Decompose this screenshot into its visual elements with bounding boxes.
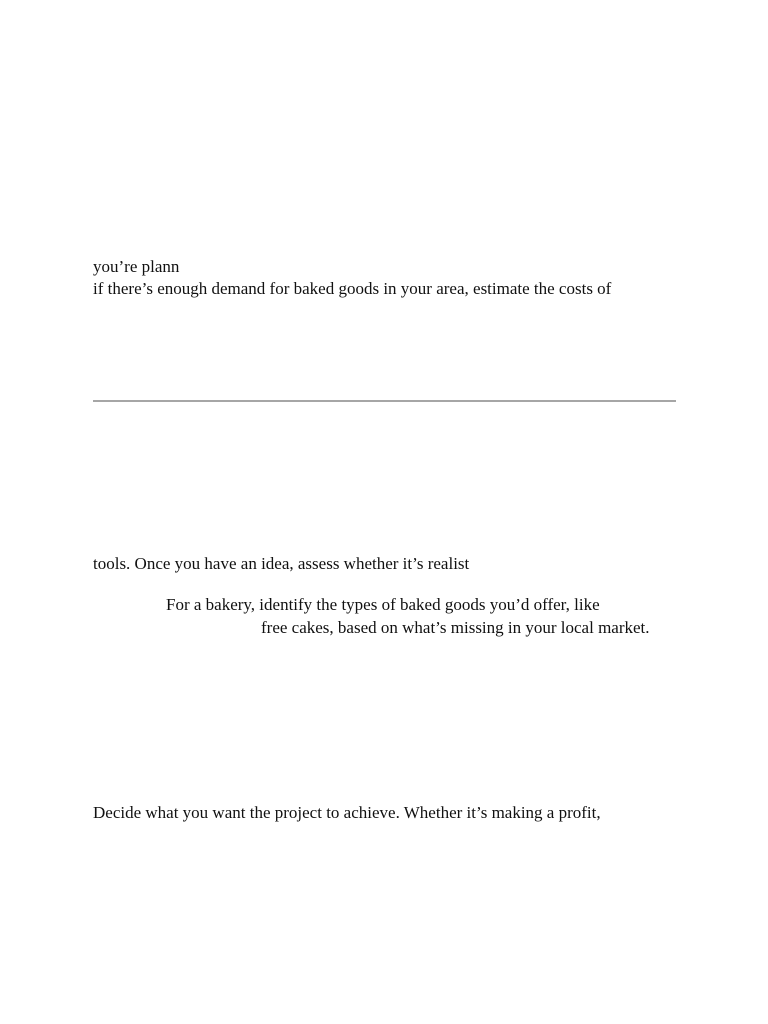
text-line-bakery: For a bakery, identify the types of baked goods you’d offer, like: [166, 595, 600, 614]
text-line-decide: Decide what you want the project to achieve. Whether it’s making a profit,: [93, 803, 601, 822]
text-line-tools: tools. Once you have an idea, assess whether it’s realist: [93, 554, 470, 573]
horizontal-rule: [93, 400, 676, 402]
text-line-youre-plann: you’re plann: [93, 257, 180, 276]
text-line-free-cakes: free cakes, based on what’s missing in your local market.: [261, 618, 650, 637]
text-line-demand: if there’s enough demand for baked goods in your area, estimate the costs of: [93, 279, 612, 298]
